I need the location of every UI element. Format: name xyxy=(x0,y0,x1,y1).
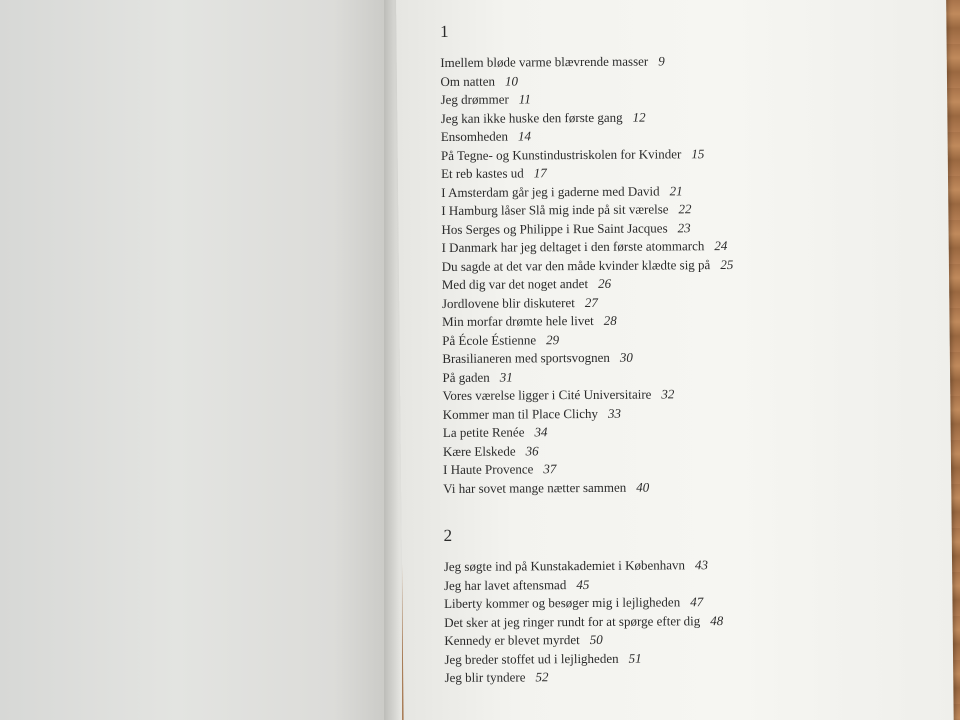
entry-title: På Tegne- og Kunstindustriskolen for Kvinder xyxy=(440,145,682,163)
entry-page-number: 52 xyxy=(535,669,549,685)
entry-title: I Danmark har jeg deltaget i den første atommarch xyxy=(441,238,705,255)
entry-page-number: 24 xyxy=(714,237,728,254)
left-page xyxy=(0,0,392,720)
entry-title: Vi har sovet mange nætter sammen xyxy=(443,479,627,496)
entry-page-number: 43 xyxy=(694,557,709,573)
entry-title: Et reb kastes ud xyxy=(441,165,524,181)
entry-page-number: 11 xyxy=(518,91,531,107)
entry-page-number: 10 xyxy=(504,72,518,89)
entry-title: Hos Serges og Philippe i Rue Saint Jacques xyxy=(441,219,668,237)
entry-page-number: 37 xyxy=(543,461,557,477)
entry-title: Med dig var det noget andet xyxy=(441,275,589,292)
section-number: 2 xyxy=(443,525,453,545)
entry-page-number: 47 xyxy=(690,594,704,610)
entry-page-number: 36 xyxy=(525,442,539,458)
section-number: 1 xyxy=(440,21,449,41)
entry-title: Kommer man til Place Clichy xyxy=(442,405,599,422)
entry-title: I Amsterdam går jeg i gaderne med David xyxy=(441,182,660,200)
entry-page-number: 26 xyxy=(597,275,612,291)
entry-title: Om natten xyxy=(440,73,495,89)
entry-title: Jeg har lavet aftensmad xyxy=(443,576,567,593)
table-of-contents xyxy=(440,19,865,687)
entry-page-number: 14 xyxy=(517,128,532,144)
entry-page-number: 34 xyxy=(534,424,548,440)
entry-title: Vores værelse ligger i Cité Universitaire xyxy=(442,386,652,403)
entry-page-number: 29 xyxy=(546,331,560,347)
entry-title: Jordlovene blir diskuteret xyxy=(441,294,575,311)
entry-title: Jeg breder stoffet ud i lejligheden xyxy=(444,650,619,667)
entry-page-number: 32 xyxy=(661,386,675,402)
entry-title: På École Éstienne xyxy=(442,331,537,348)
entry-page-number: 25 xyxy=(720,256,734,272)
entry-title: Kære Elskede xyxy=(442,442,516,459)
toc-entry xyxy=(445,666,865,687)
entry-page-number: 50 xyxy=(589,631,603,647)
entry-title: Kennedy er blevet myrdet xyxy=(444,632,580,648)
entry-page-number: 17 xyxy=(533,165,547,181)
entry-title: Det sker at jeg ringer rundt for at spørge efter dig xyxy=(444,612,701,630)
entry-page-number: 21 xyxy=(669,182,683,198)
entry-title: Jeg søgte ind på Kunstakademiet i København xyxy=(443,557,686,574)
entry-page-number: 15 xyxy=(691,145,705,161)
entry-page-number: 48 xyxy=(710,612,724,628)
entry-page-number: 9 xyxy=(658,53,665,69)
entry-title: Brasilianeren med sportsvognen xyxy=(442,349,610,366)
entry-page-number: 23 xyxy=(677,219,691,235)
entry-title: Liberty kommer og besøger mig i lejligheden xyxy=(444,594,681,611)
entry-title: Imellem bløde varme blævrende masser xyxy=(440,53,649,70)
entry-title: Jeg blir tyndere xyxy=(444,669,526,685)
entry-page-number: 40 xyxy=(636,479,650,495)
entry-title: I Haute Provence xyxy=(443,461,534,477)
entry-title: Ensomheden xyxy=(440,128,509,144)
entry-title: Min morfar drømte hele livet xyxy=(442,312,594,329)
entry-title: I Hamburg låser Slå mig inde på sit værelse xyxy=(441,201,669,218)
entry-page-number: 31 xyxy=(499,369,513,385)
entry-title: Jeg drømmer xyxy=(440,91,509,107)
entry-title: Du sagde at det var den måde kvinder klædte sig på xyxy=(441,256,711,274)
entry-title: På gaden xyxy=(442,369,490,385)
entry-page-number: 12 xyxy=(632,109,646,125)
entry-page-number: 22 xyxy=(678,201,692,217)
entry-page-number: 27 xyxy=(584,294,598,310)
entry-page-number: 45 xyxy=(576,576,590,592)
entry-page-number: 28 xyxy=(603,312,617,328)
entry-page-number: 51 xyxy=(628,650,642,666)
section-gap xyxy=(443,495,863,526)
entry-title: Jeg kan ikke huske den første gang xyxy=(440,109,623,126)
entry-page-number: 33 xyxy=(607,405,622,421)
entry-title: La petite Renée xyxy=(442,424,525,440)
entry-page-number: 30 xyxy=(619,349,633,365)
